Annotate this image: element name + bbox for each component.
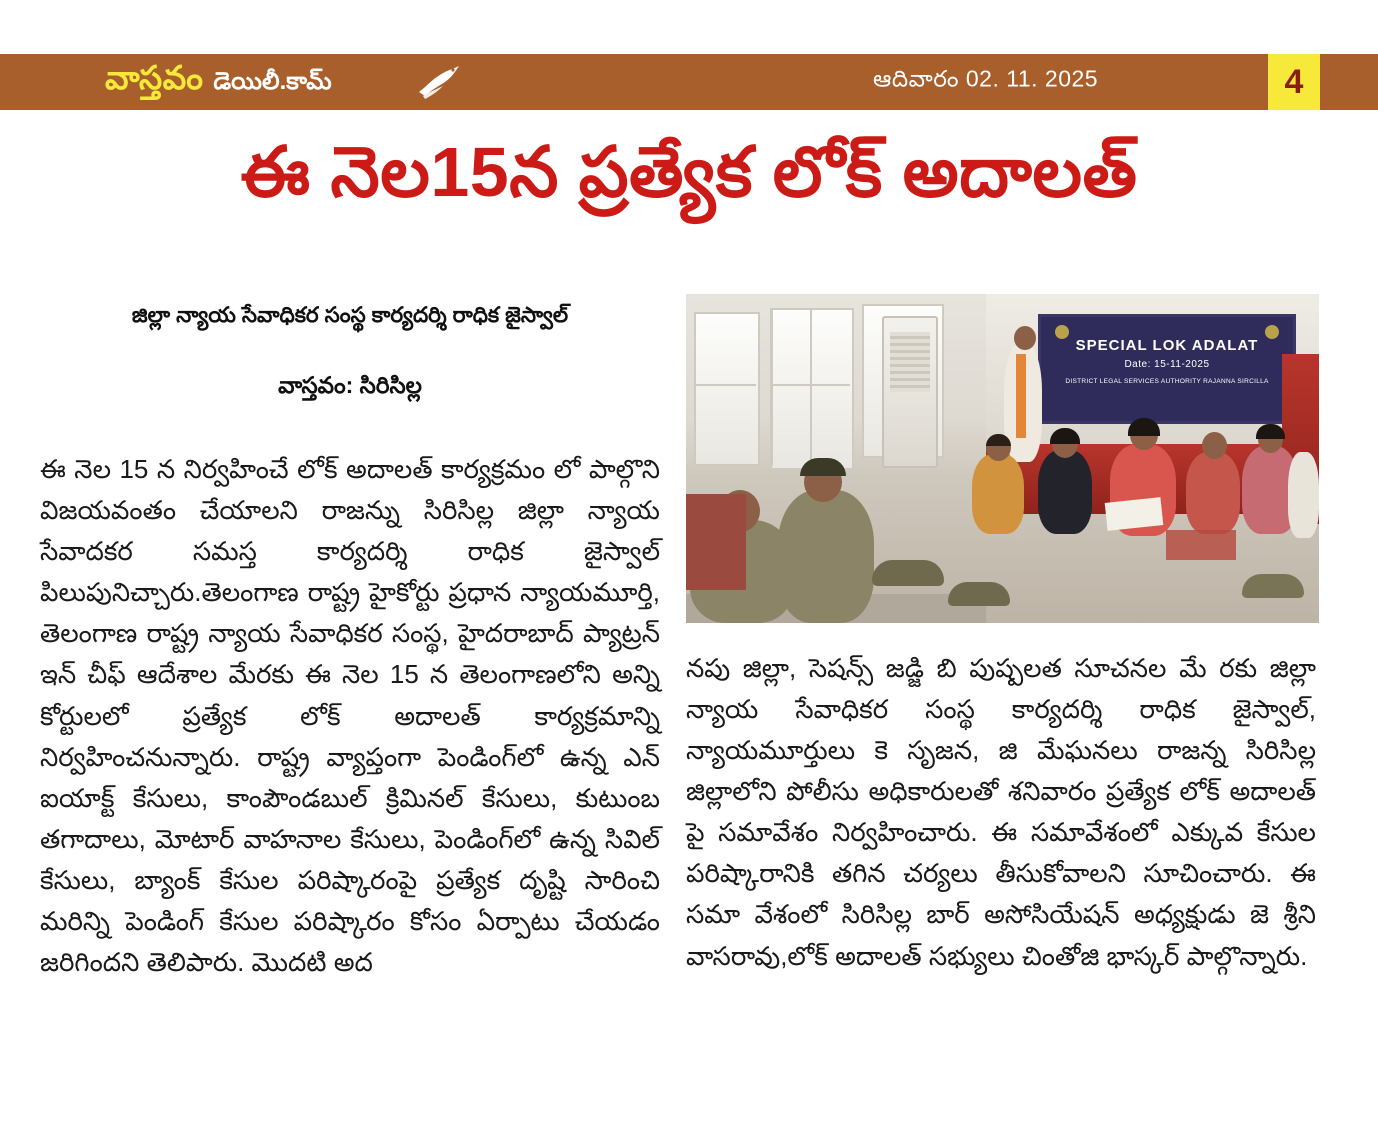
page-number-value: 4 <box>1284 62 1304 101</box>
brand-name-main: వాస్తవం <box>105 59 204 96</box>
page-number-badge <box>1268 54 1320 110</box>
banner-title: SPECIAL LOK ADALAT <box>1075 337 1259 354</box>
article-photo <box>686 294 1319 623</box>
article-byline: వాస్తవం: సిరిసిల్ల <box>278 372 422 399</box>
publication-logo <box>105 59 332 105</box>
cap-1 <box>872 560 944 586</box>
left-column <box>40 300 660 983</box>
chair-1 <box>686 494 746 590</box>
article-body-left: ఈ నెల 15 న నిర్వహించే లోక్ అదాలత్ కార్యక్రమం లో పాల్గొని విజయవంతం చేయాలని రాజన్ను సిరిసిల్ల జిల్లా న్యాయ సేవాదకర సమస్త కార్యదర్శి రాధిక జైస్వాల్ పిలుపునిచ్చారు.తెలంగాణ రాష్ట్ర హైకోర్టు ప్రధాన న్యాయమూర్తి, తెలంగాణ రాష్ట్ర న్యాయ సేవాధికర సంస్థ, హైదరాబాద్ ప్యాట్రన్ ఇన్ చీఫ్ ఆదేశాల మేరకు ఈ నెల 15 న తెలంగాణలోని అన్ని కోర్టులలో ప్రత్యేక లోక్ అదాలత్ కార్యక్రమాన్ని నిర్వహించనున్నారు. రాష్ట్ర వ్యాప్తంగా పెండింగ్‌లో ఉన్న ఎన్ ఐయాక్ట్ కేసులు, కాంపౌండబుల్ క్రిమినల్ కేసులు, కుటుంబ తగాదాలు, మోటార్ వాహనాల కేసులు, పెండింగ్‌లో ఉన్న సివిల్ కేసులు, బ్యాంక్ కేసుల పరిష్కారంపై ప్రత్యేక దృష్టి సారించి మరిన్ని పెండింగ్ కేసుల పరిష్కారం కోసం ఏర్పాటు చేయడం జరిగిందని తెలిపారు. మొదటి అద <box>40 454 660 978</box>
banner-date: Date: 15-11-2025 <box>1124 359 1210 370</box>
person-seated-2 <box>1038 450 1092 534</box>
banner-authority: DISTRICT LEGAL SERVICES AUTHORITY RAJANNA SIRCILLA <box>1065 378 1269 385</box>
masthead-bar <box>0 54 1378 110</box>
chair-2 <box>1166 530 1236 560</box>
cap-3 <box>1242 574 1304 598</box>
person-seated-4 <box>1186 452 1240 534</box>
window-left <box>694 312 760 466</box>
brand-name-sub: డెయిలీ.కామ్ <box>213 68 332 95</box>
page-bottom-rule <box>0 1118 1378 1122</box>
window-center <box>770 308 854 470</box>
bird-icon <box>415 62 461 102</box>
air-conditioner <box>882 316 938 468</box>
article-body-right: నపు జిల్లా, సెషన్స్ జడ్జి బి పుష్పలత సూచనల మే రకు జిల్లా న్యాయ సేవాధికర సంస్థ కార్యదర్శి రాధిక జైస్వాల్, న్యాయమూర్తులు కె సృజన, జి మేఘనలు రాజన్న సిరిసిల్ల జిల్లాలోని పోలీసు అధికారులతో శనివారం ప్రత్యేక లోక్ అదాలత్ పై సమావేశం నిర్వహించారు. ఈ సమావేశంలో ఎక్కువ కేసుల పరిష్కారానికి తగిన చర్యలు తీసుకోవాలని సూచించారు. ఈ సమా వేశంలో సిరిసిల్ల బార్ అసోసియేషన్ అధ్యక్షుడు జె శ్రీని వాసరావు,లోక్ అదాలత్ సభ్యులు చింతోజి భాస్కర్ పాల్గొన్నారు. <box>686 653 1316 971</box>
article-headline: ఈ నెల15న ప్రత్యేక లోక్ అదాలత్ <box>240 133 1138 211</box>
article-kicker: జిల్లా న్యాయ సేవాధికర సంస్థ కార్యదర్శి రాధిక జైస్వాల్ <box>131 303 569 327</box>
right-column <box>686 648 1316 977</box>
cap-2 <box>948 582 1010 606</box>
event-banner <box>1038 314 1296 424</box>
issue-date: ఆదివారం 02. 11. 2025 <box>873 65 1099 92</box>
person-seated-6 <box>1288 452 1319 538</box>
emblem-icon-left <box>1055 325 1069 339</box>
emblem-icon-right <box>1265 325 1279 339</box>
person-seated-1 <box>972 454 1024 534</box>
